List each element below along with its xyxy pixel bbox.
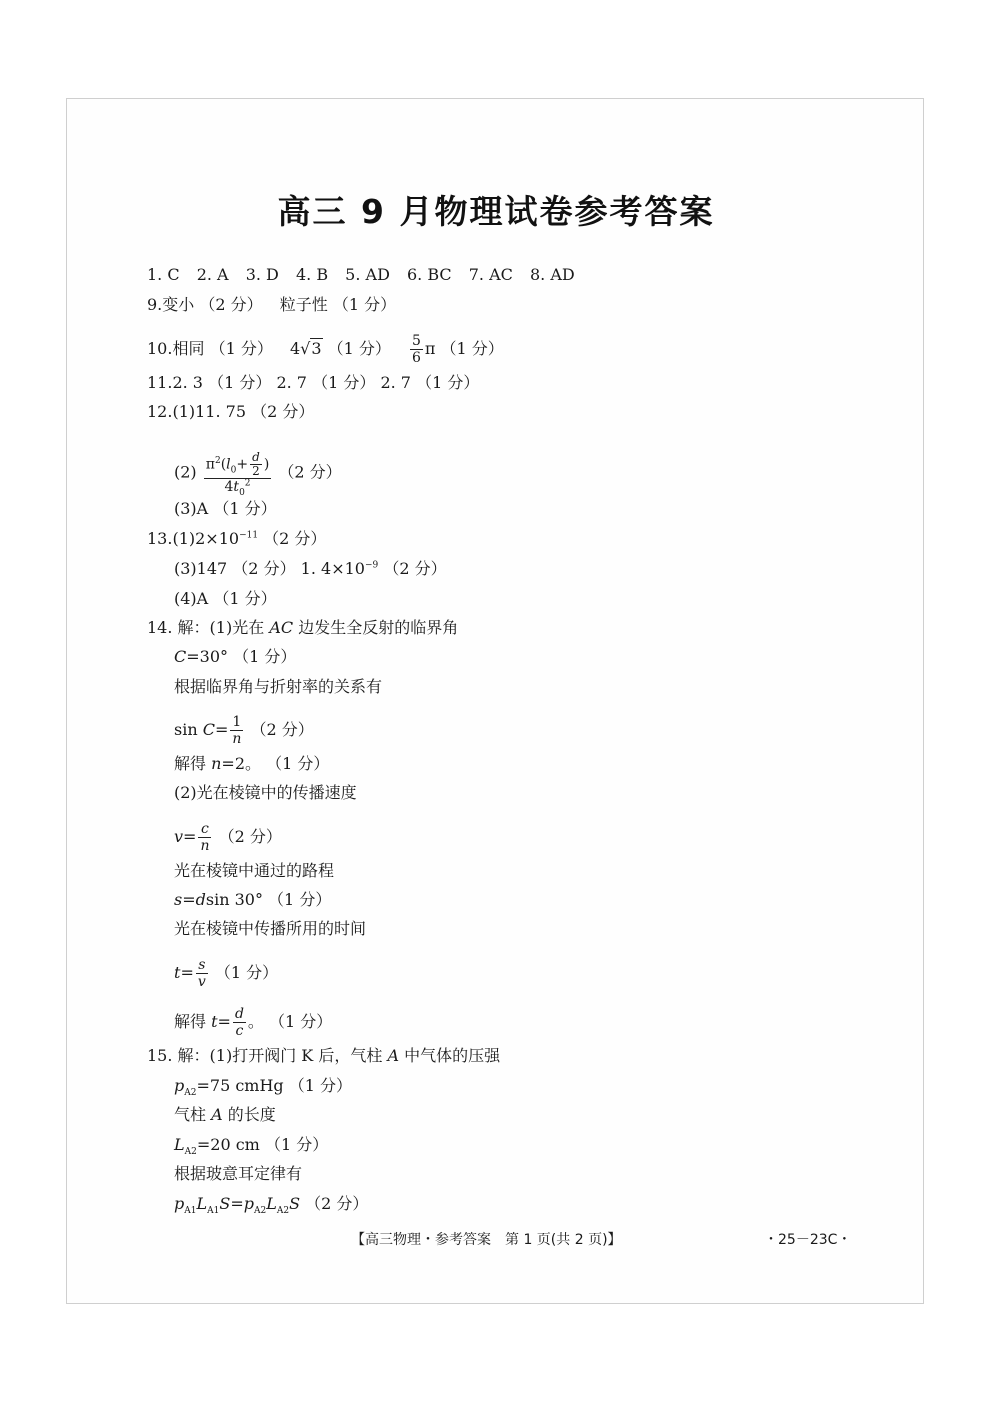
q14-l11-score: （1 分） bbox=[214, 963, 279, 982]
q10-score-3: （1 分） bbox=[440, 339, 504, 358]
answer-2: 2. A bbox=[196, 265, 229, 284]
q9-answer-1: 变小 bbox=[162, 295, 195, 314]
q14-line-1: 14. 解：(1)光在 AC 边发生全反射的临界角 bbox=[147, 618, 459, 637]
answer-7: 7. AC bbox=[468, 265, 513, 284]
q10-answer-1: 相同 bbox=[172, 339, 205, 358]
answer-13-part-3 bbox=[174, 559, 447, 579]
q14-l2-score: （1 分） bbox=[233, 647, 297, 666]
q15-label: 15. 解： bbox=[147, 1046, 210, 1065]
q15-line-4: $L_{A2}=20$ cm （1 分） bbox=[174, 1135, 329, 1158]
q12-p1-score: （2 分） bbox=[251, 402, 315, 421]
q14-line-3: 根据临界角与折射率的关系有 bbox=[174, 677, 383, 696]
q14-line-11: t= $\frac{s}{v}$ （1 分） bbox=[174, 957, 279, 990]
q12-p3-score: （1 分） bbox=[213, 499, 277, 518]
q11-score-3: （1 分） bbox=[416, 373, 480, 392]
q10-answer-3-fraction: $\frac{5}{6}$ bbox=[411, 333, 421, 366]
answer-10 bbox=[147, 333, 504, 366]
q15-l4-score: （1 分） bbox=[264, 1135, 329, 1154]
answer-13-part-1 bbox=[147, 529, 326, 549]
q12-p1: (1)11. 75 bbox=[172, 402, 247, 421]
q15-l2-score: （1 分） bbox=[288, 1076, 353, 1095]
q13-p3-a: (3)147 bbox=[174, 559, 228, 578]
answer-8: 8. AD bbox=[530, 265, 575, 284]
q10-label: 10. bbox=[147, 339, 173, 358]
q12-label: 12. bbox=[147, 402, 173, 421]
q14-line-8: 光在棱镜中通过的路程 bbox=[174, 861, 335, 880]
q9-label: 9. bbox=[147, 295, 163, 314]
answer-12-part-1 bbox=[147, 402, 314, 422]
q11-score-1: （1 分） bbox=[208, 373, 272, 392]
q14-line-2: C=30° （1 分） bbox=[174, 647, 297, 666]
q11-score-2: （1 分） bbox=[312, 373, 376, 392]
q14-line-10: 光在棱镜中传播所用的时间 bbox=[174, 919, 367, 938]
q13-p3-b-score: （2 分） bbox=[383, 559, 447, 578]
q14-line-5: 解得 n=2。 （1 分） bbox=[174, 754, 330, 773]
q10-pi: π bbox=[424, 339, 436, 358]
q12-p3: (3)A bbox=[174, 499, 209, 518]
page-title: 高三 9 月物理试卷参考答案 bbox=[277, 192, 715, 231]
q11-answer-1: 2. 3 bbox=[172, 373, 203, 392]
q15-line-6: $p_{A1}L_{A1}S=p_{A2}L_{A2}S$ （2 分） bbox=[174, 1194, 369, 1217]
q12-p2-fraction: $\pi^2(l_0+$ $\frac{d}{2}$ ) $4t_0^2$ bbox=[205, 450, 270, 498]
q12-p2-score: （2 分） bbox=[278, 462, 342, 482]
q13-label: 13. bbox=[147, 529, 173, 548]
answer-12-part-2 bbox=[174, 450, 342, 498]
q9-answer-2: 粒子性 bbox=[279, 295, 328, 314]
q13-p1-score: （2 分） bbox=[263, 529, 327, 548]
q14-line-7: v= $\frac{c}{n}$ （2 分） bbox=[174, 821, 282, 854]
q15-l6-score: （2 分） bbox=[305, 1194, 369, 1213]
q10-answer-2: 4√3 bbox=[289, 339, 322, 358]
q14-line-9: s=dsin 30° （1 分） bbox=[174, 890, 332, 909]
q14-l12-score: （1 分） bbox=[269, 1012, 333, 1031]
q10-score-1: （1 分） bbox=[209, 339, 273, 358]
q14-l7-score: （2 分） bbox=[218, 827, 282, 846]
q15-line-1: 15. 解：(1)打开阀门 K 后，气柱 A 中气体的压强 bbox=[147, 1046, 501, 1065]
q14-l4-score: （2 分） bbox=[250, 720, 314, 739]
answer-12-part-3 bbox=[174, 499, 277, 519]
q14-l9-score: （1 分） bbox=[268, 890, 332, 909]
footer-page-info: 【高三物理・参考答案 第 1 页(共 2 页)】 bbox=[351, 1232, 622, 1248]
q14-l5-score: （1 分） bbox=[266, 754, 330, 773]
q14-line-6: (2)光在棱镜中的传播速度 bbox=[174, 783, 357, 802]
q9-score-1: （2 分） bbox=[199, 295, 263, 314]
answer-5: 5. AD bbox=[345, 265, 390, 284]
footer-code: ・25－23C・ bbox=[764, 1232, 852, 1248]
q14-label: 14. 解： bbox=[147, 618, 210, 637]
q10-score-2: （1 分） bbox=[327, 339, 391, 358]
answer-9 bbox=[147, 295, 396, 315]
q9-score-2: （1 分） bbox=[332, 295, 397, 314]
q13-p4: (4)A bbox=[174, 589, 209, 608]
answer-6: 6. BC bbox=[407, 265, 452, 284]
answer-3: 3. D bbox=[245, 265, 279, 284]
q13-p1: (1)2×10 bbox=[172, 529, 240, 548]
q13-p3-a-score: （2 分） bbox=[232, 559, 296, 578]
answer-11 bbox=[147, 373, 479, 393]
answer-13-part-4 bbox=[174, 589, 277, 609]
q13-p1-exponent: −11 bbox=[239, 530, 259, 541]
q15-line-3: 气柱 A 的长度 bbox=[174, 1105, 276, 1124]
q14-line-4: sin C= $\frac{1}{n}$ （2 分） bbox=[174, 714, 314, 747]
q13-p4-score: （1 分） bbox=[213, 589, 277, 608]
q13-p3-b-exponent: −9 bbox=[364, 560, 379, 571]
q12-p2-label: (2) bbox=[174, 462, 197, 482]
answers-1-8 bbox=[147, 265, 575, 285]
answer-4: 4. B bbox=[295, 265, 329, 284]
q14-line-12: 解得 t= $\frac{d}{c}$ 。 （1 分） bbox=[174, 1006, 333, 1039]
q11-answer-2: 2. 7 bbox=[276, 373, 307, 392]
q11-label: 11. bbox=[147, 373, 173, 392]
q15-line-5: 根据玻意耳定律有 bbox=[174, 1164, 303, 1183]
answer-1: 1. C bbox=[147, 265, 180, 284]
q11-answer-3: 2. 7 bbox=[380, 373, 411, 392]
q13-p3-b: 1. 4×10 bbox=[300, 559, 365, 578]
q15-line-2: $p_{A2}=75$ cmHg （1 分） bbox=[174, 1076, 353, 1099]
